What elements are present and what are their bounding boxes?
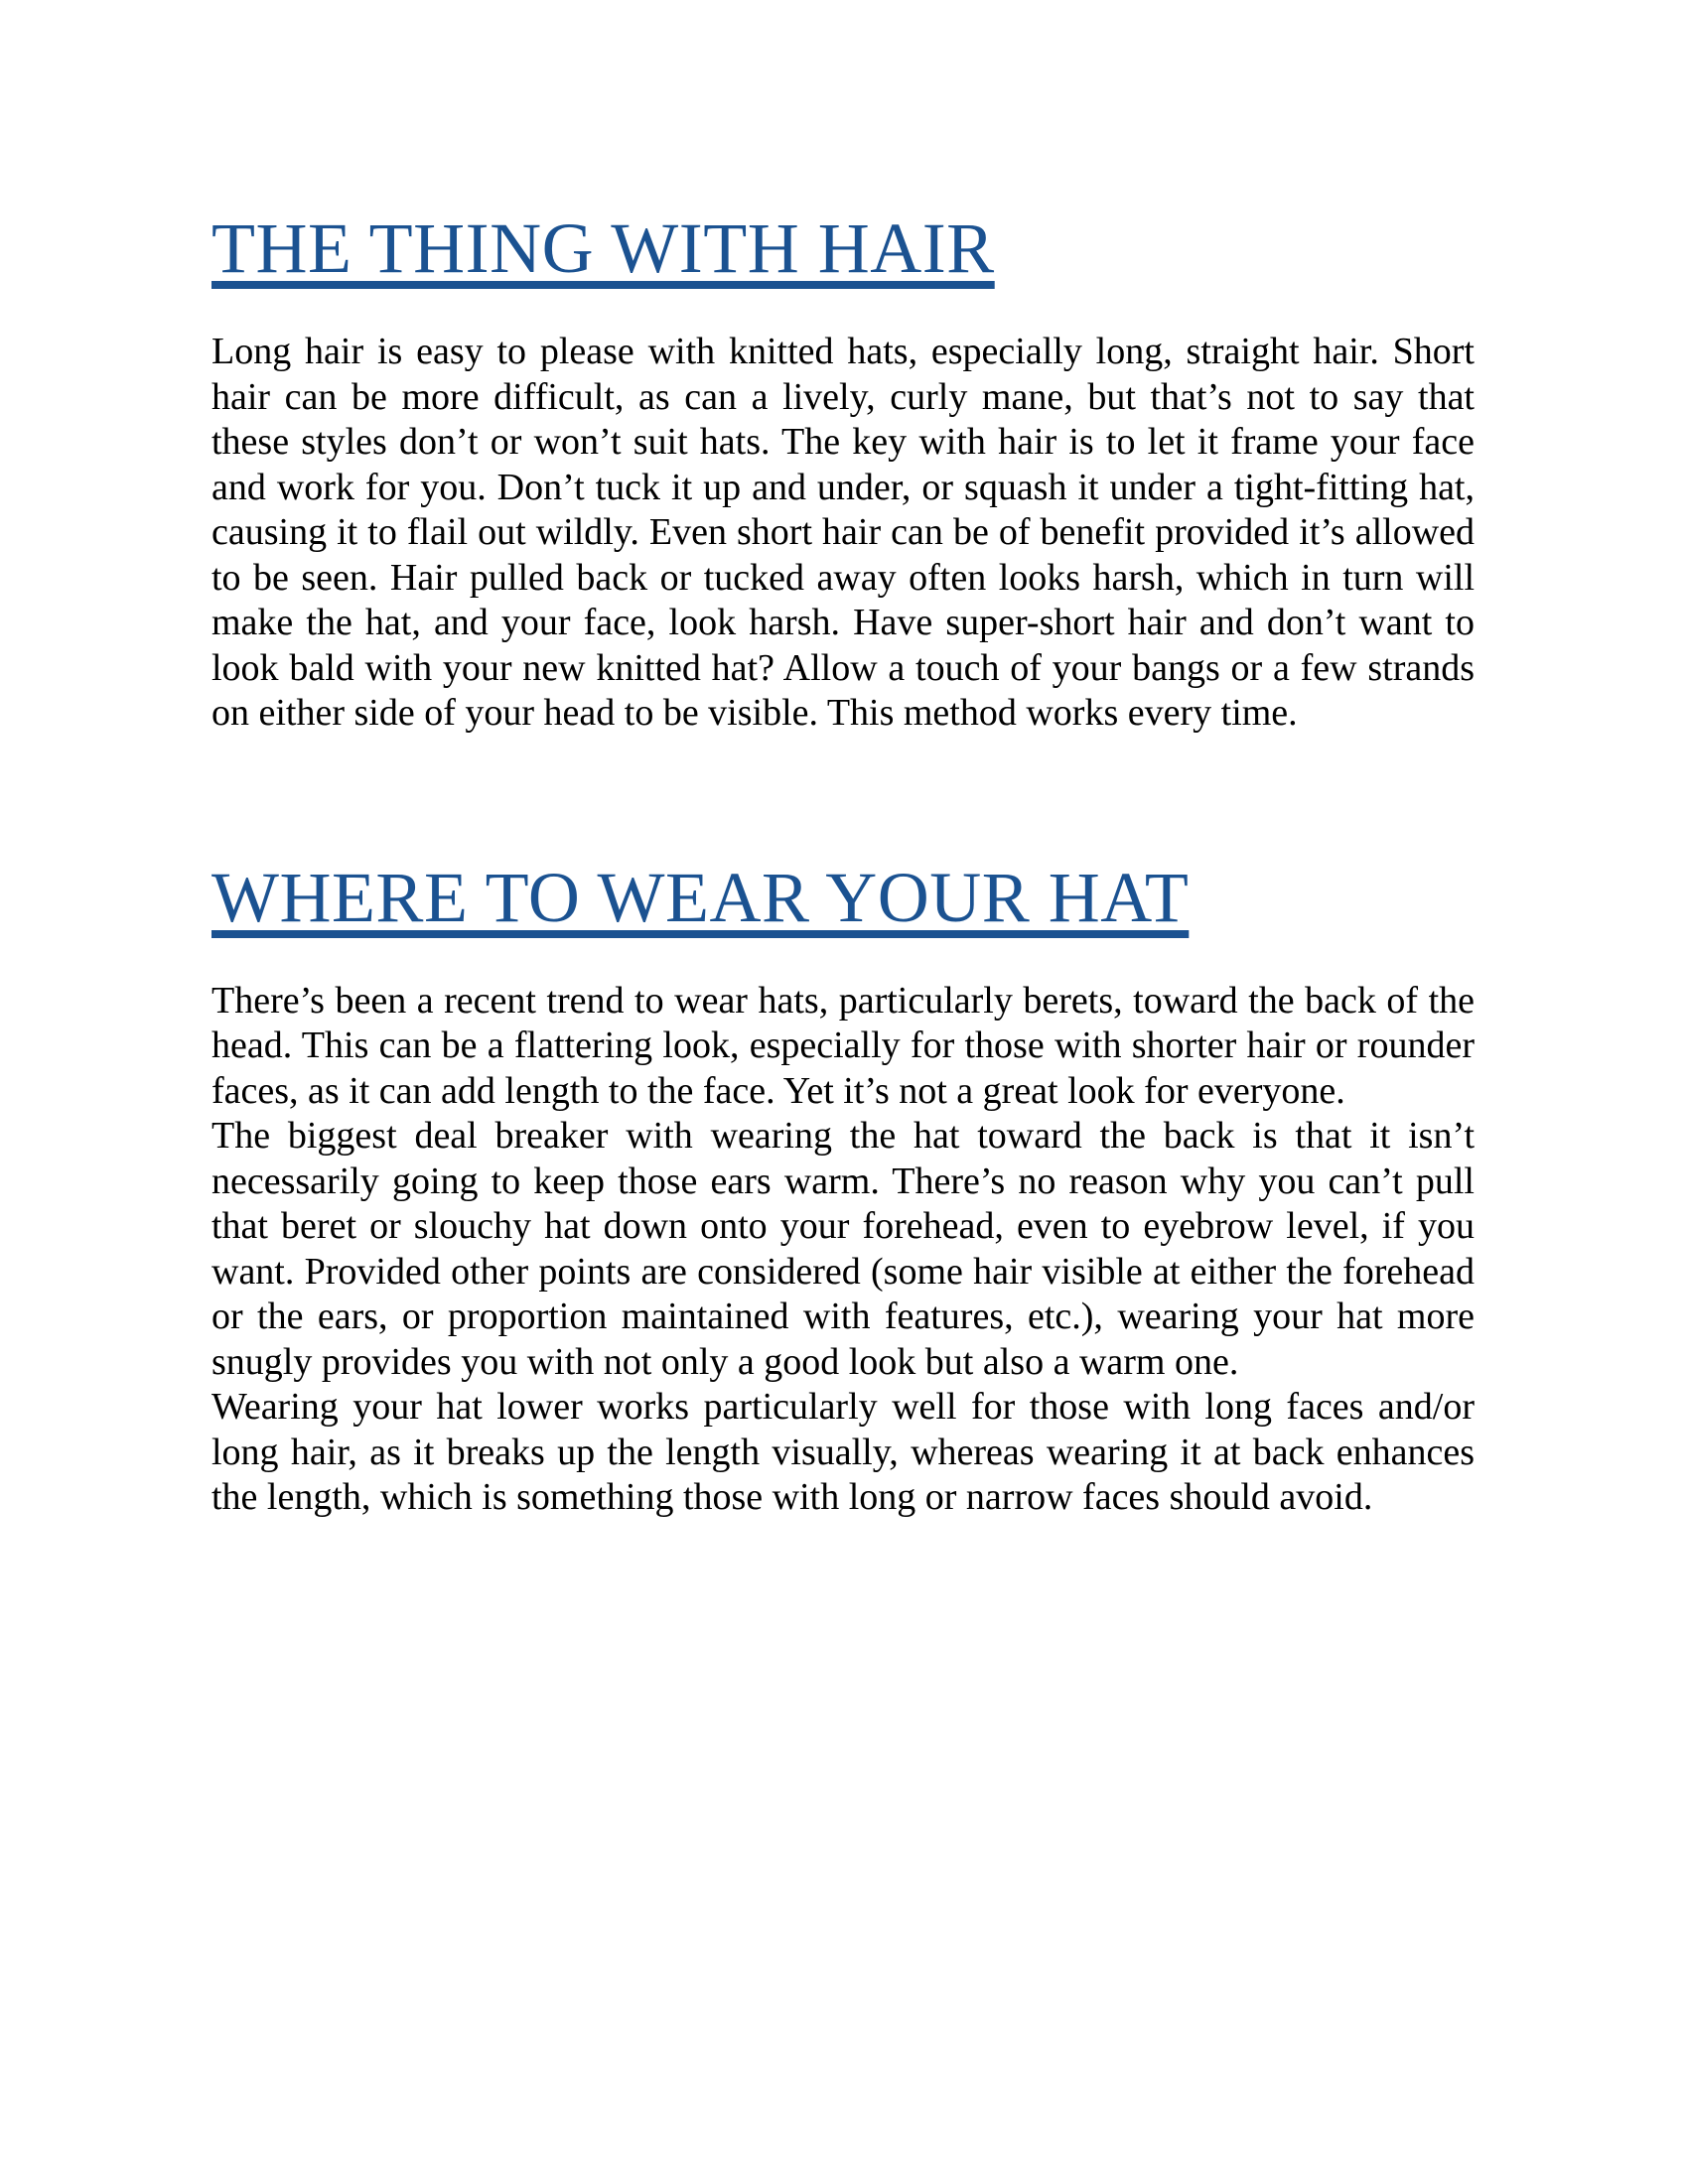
section-heading-hair xyxy=(211,206,1475,290)
section-heading-hair-text: THE THING WITH HAIR xyxy=(211,208,995,288)
section-heading-where xyxy=(211,856,1475,939)
paragraph-where-1: There’s been a recent trend to wear hats, particularly berets, toward the back of the head. This can be a flattering look, especially for those with shorter hair or rounder faces, as it can add length to the face. Yet it’s not a great look for everyone. xyxy=(211,979,1475,1112)
paragraph-where-3: Wearing your hat lower works particularly well for those with long faces and/or long hair, as it breaks up the length visually, whereas wearing it at back enhances the length, which is something those with long or narrow faces should avoid. xyxy=(211,1386,1475,1518)
paragraph-where-2: The biggest deal breaker with wearing the hat toward the back is that it isn’t necessarily going to keep those ears warm. There’s no reason why you can’t pull that beret or slouchy hat down onto your forehead, even to eyebrow level, if you want. Provided other points are considered (some hair visible at either the forehead or the ears, or proportion maintained with features, etc.), wearing your hat more snugly provides you with not only a good look but also a warm one. xyxy=(211,1115,1475,1383)
section-heading-where-text: WHERE TO WEAR YOUR HAT xyxy=(211,857,1190,937)
section-where-to-wear-your-hat xyxy=(211,856,1475,1521)
paragraph-hair-1: Long hair is easy to please with knitted hats, especially long, straight hair. Short hair can be more difficult, as can a lively, curly mane, but that’s not to say that these styles don’t or won’t suit hats. The key with hair is to let it frame your face and work for you. Don’t tuck it up and under, or squash it under a tight-fitting hat, causing it to flail out wildly. Even short hair can be of benefit provided it’s allowed to be seen. Hair pulled back or tucked away often looks harsh, which in turn will make the hat, and your face, look harsh. Have super-short hair and don’t want to look bald with your new knitted hat? Allow a touch of your bangs or a few strands on either side of your head to be visible. This method works every time. xyxy=(211,331,1475,734)
section-the-thing-with-hair xyxy=(211,206,1475,737)
